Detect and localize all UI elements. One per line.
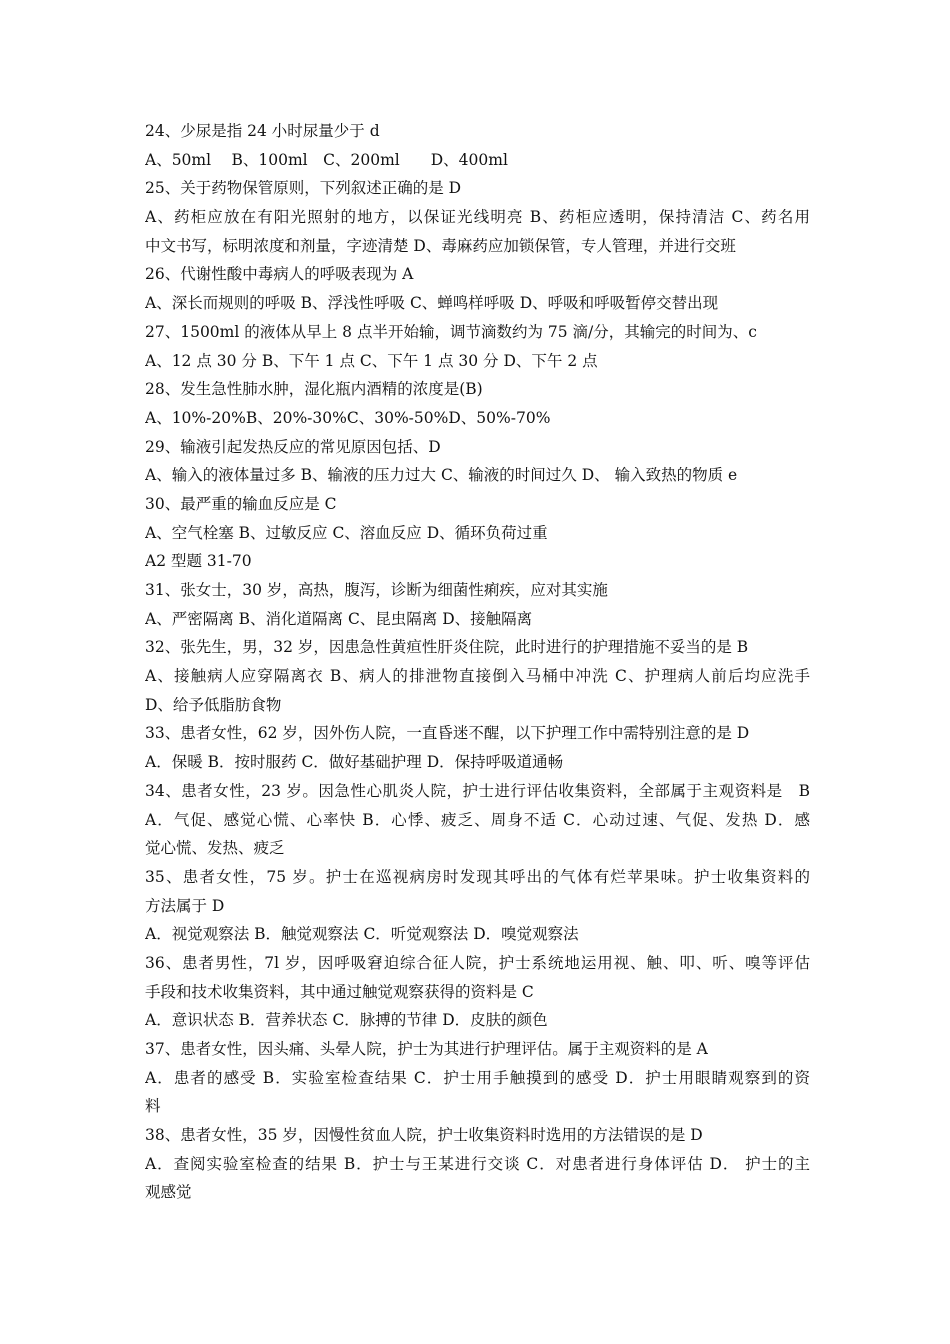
text-line: A．患者的感受 B．实验室检查结果 C．护士用手触摸到的感受 D．护士用眼睛观察到的资 bbox=[145, 1068, 810, 1087]
text-line: 27、1500ml 的液体从早上 8 点半开始输，调节滴数约为 75 滴/分，其输完的时间为、c bbox=[145, 322, 757, 341]
text-line: A．查阅实验室检查的结果 B．护士与王某进行交谈 C．对患者进行身体评估 D． 护士的主 bbox=[145, 1154, 810, 1173]
text-line: A、空气栓塞 B、过敏反应 C、溶血反应 D、循环负荷过重 bbox=[145, 523, 548, 542]
text-line: 方法属于 D bbox=[145, 896, 225, 915]
text-line: 观感觉 bbox=[145, 1183, 192, 1202]
text-line: A、50ml B、100ml C、200ml D、400ml bbox=[145, 150, 508, 169]
text-line: A．保暖 B．按时服药 C．做好基础护理 D．保持呼吸道通畅 bbox=[145, 753, 564, 772]
text-line: 34、患者女性，23 岁。因急性心肌炎人院，护士进行评估收集资料，全部属于主观资料是 B bbox=[145, 781, 810, 800]
text-line: 30、最严重的输血反应是 C bbox=[145, 494, 337, 513]
text-line: 28、发生急性肺水肿，湿化瓶内酒精的浓度是(B) bbox=[145, 380, 483, 399]
text-line: 24、少尿是指 24 小时尿量少于 d bbox=[145, 122, 380, 140]
text-line: A、12 点 30 分 B、下午 1 点 C、下午 1 点 30 分 D、下午 2 点 bbox=[145, 351, 598, 370]
text-line: 35、患者女性，75 岁。护士在巡视病房时发现其呼出的气体有烂苹果味。护士收集资料的 bbox=[145, 867, 810, 886]
text-line: 26、代谢性酸中毒病人的呼吸表现为 A bbox=[145, 265, 414, 284]
text-line: 31、张女士，30 岁，高热，腹泻，诊断为细菌性痢疾，应对其实施 bbox=[145, 581, 608, 599]
text-line: A．视觉观察法 B．触觉观察法 C．听觉观察法 D．嗅觉观察法 bbox=[145, 925, 579, 944]
text-line: 37、患者女性，因头痛、头晕人院，护士为其进行护理评估。属于主观资料的是 A bbox=[145, 1040, 708, 1058]
text-line: 25、关于药物保管原则，下列叙述正确的是 D bbox=[145, 179, 462, 198]
text-line: 觉心慌、发热、疲乏 bbox=[145, 839, 285, 858]
text-line: A、10%-20%B、20%-30%C、30%-50%D、50%-70% bbox=[145, 408, 551, 427]
text-line: A、药柜应放在有阳光照射的地方，以保证光线明亮 B、药柜应透明，保持清洁 C、药名用 bbox=[145, 208, 810, 227]
text-line: A．意识状态 B．营养状态 C．脉搏的节律 D．皮肤的颜色 bbox=[145, 1011, 548, 1030]
text-line: 手段和技术收集资料，其中通过触觉观察获得的资料是 C bbox=[145, 982, 534, 1001]
text-line: A、输入的液体量过多 B、输液的压力过大 C、输液的时间过久 D、 输入致热的物质 e bbox=[145, 466, 738, 485]
text-line: A、深长而规则的呼吸 B、浮浅性呼吸 C、蝉鸣样呼吸 D、呼吸和呼吸暂停交替出现 bbox=[145, 294, 719, 313]
text-line: A2 型题 31-70 bbox=[145, 552, 252, 571]
text-line: 料 bbox=[145, 1097, 161, 1116]
text-line: 中文书写，标明浓度和剂量，字迹清楚 D、毒麻药应加锁保管，专人管理，并进行交班 bbox=[145, 236, 736, 255]
text-line: 36、患者男性，7l 岁，因呼吸窘迫综合征人院，护士系统地运用视、触、叩、听、嗅等评估 bbox=[145, 953, 810, 972]
text-line: 29、输液引起发热反应的常见原因包括、D bbox=[145, 437, 441, 456]
text-line: D、给予低脂肪食物 bbox=[145, 695, 282, 714]
text-line: 32、张先生，男，32 岁，因患急性黄疸性肝炎住院，此时进行的护理措施不妥当的是 B bbox=[145, 638, 749, 657]
text-line: A、严密隔离 B、消化道隔离 C、昆虫隔离 D、接触隔离 bbox=[145, 609, 533, 628]
document-page bbox=[145, 117, 810, 1207]
text-line: A、接触病人应穿隔离衣 B、病人的排泄物直接倒入马桶中冲洗 C、护理病人前后均应洗手 bbox=[145, 667, 810, 686]
text-line: 38、患者女性，35 岁，因慢性贫血人院，护士收集资料时选用的方法错误的是 D bbox=[145, 1126, 703, 1145]
text-line: A．气促、感觉心慌、心率快 B．心悸、疲乏、周身不适 C．心动过速、气促、发热 D．感 bbox=[145, 810, 810, 829]
text-line: 33、患者女性，62 岁，因外伤人院，一直昏迷不醒，以下护理工作中需特别注意的是 D bbox=[145, 724, 750, 743]
